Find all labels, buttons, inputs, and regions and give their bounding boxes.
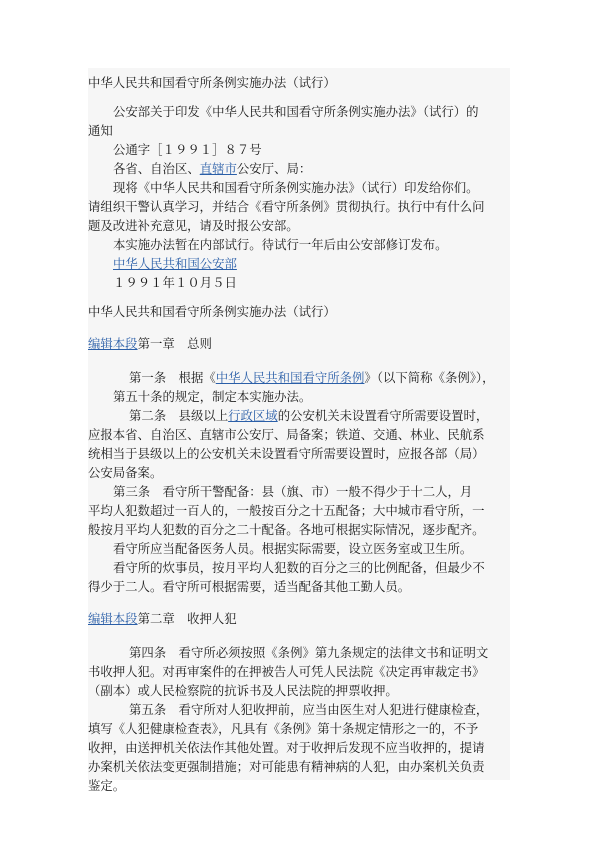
notice-body-line1: 现将《中华人民共和国看守所条例实施办法》（试行）印发给你们。 bbox=[113, 180, 479, 195]
notice-body-line4: 本实施办法暂在内部试行。待试行一年后由公安部修订发布。 bbox=[113, 237, 448, 252]
notice-body-line3: 题及改进补充意见，请及时报公安部。 bbox=[88, 218, 299, 233]
notice-date: １９９１年１０月５日 bbox=[113, 275, 237, 290]
article2-line3: 统相当于县级以上的公安机关未设置看守所需要设置时，应报各部（局） bbox=[88, 446, 485, 461]
notice-addressee bbox=[113, 159, 311, 178]
article1-line1 bbox=[129, 368, 495, 387]
article3-line1: 第三条 看守所干警配备：县（旗、市）一般不得少于十二人，月 bbox=[113, 484, 473, 499]
doc-title: 中华人民共和国看守所条例实施办法（试行） bbox=[88, 75, 336, 90]
article1-line2: 第五十条的规定，制定本实施办法。 bbox=[113, 389, 312, 404]
notice-doc-number: 公通字［１９９１］８７号 bbox=[113, 142, 262, 157]
a2-post: 的公安机关未设置看守所需要设置时， bbox=[277, 408, 489, 423]
addressee-prefix: 各省、自治区、 bbox=[113, 161, 200, 176]
chapter1-title: 第一章 总则 bbox=[137, 336, 212, 351]
a2-pre: 第二条 县级以上 bbox=[129, 408, 229, 423]
article5-line2: 填写《人犯健康检查表》，凡具有《条例》第十条规定情形之一的，不予 bbox=[88, 721, 479, 736]
a1-pre: 第一条 根据《 bbox=[129, 370, 216, 385]
link-regulations[interactable]: 中华人民共和国看守所条例 bbox=[215, 370, 365, 385]
chapter1-heading bbox=[88, 334, 212, 353]
notice-body-line2: 请组织干警认真学习，并结合《看守所条例》贯彻执行。执行中有什么问 bbox=[88, 199, 485, 214]
link-issuer[interactable]: 中华人民共和国公安部 bbox=[113, 256, 237, 271]
notice-title-line1: 公安部关于印发《中华人民共和国看守所条例实施办法》（试行）的 bbox=[113, 104, 479, 119]
article4-line2: 书收押人犯。对再审案件的在押被告人可凭人民法院《决定再审裁定书》 bbox=[88, 664, 485, 679]
edit-section-link[interactable]: 编辑本段 bbox=[88, 611, 138, 626]
chapter2-title: 第二章 收押人犯 bbox=[137, 611, 237, 626]
article3-line3: 般按月平均人犯数的百分之二十配备。各地可根据实际情况，逐步配齐。 bbox=[88, 522, 485, 537]
article2-line1 bbox=[129, 406, 488, 425]
article5-line3: 收押，由送押机关依法作其他处置。对于收押后发现不应当收押的，提请 bbox=[88, 740, 485, 755]
article3-line2: 平均人犯数超过一百人的，一般按百分之十五配备；大中城市看守所，一 bbox=[88, 503, 485, 518]
addressee-suffix: 公安厅、局： bbox=[236, 161, 312, 176]
repeat-title: 中华人民共和国看守所条例实施办法（试行） bbox=[88, 304, 336, 319]
link-admin-region[interactable]: 行政区域 bbox=[228, 408, 278, 423]
article5-line5: 鉴定。 bbox=[88, 778, 126, 793]
chapter2-heading bbox=[88, 609, 237, 628]
article2-line2: 应报本省、自治区、直辖市公安厅、局备案；铁道、交通、林业、民航系 bbox=[88, 427, 485, 442]
article3-line5: 看守所的炊事员，按月平均人犯数的百分之三的比例配备，但最少不 bbox=[113, 560, 485, 575]
article3-line6: 得少于二人。看守所可根据需要，适当配备其他工勤人员。 bbox=[88, 579, 411, 594]
edit-section-link[interactable]: 编辑本段 bbox=[88, 336, 138, 351]
notice-title-line2: 通知 bbox=[88, 123, 113, 138]
link-zhixiashi[interactable]: 直辖市 bbox=[199, 161, 237, 176]
article4-line1: 第四条 看守所必须按照《条例》第九条规定的法律文书和证明文 bbox=[129, 645, 489, 660]
a1-post: 》（以下简称《条例》）， bbox=[364, 370, 495, 385]
article2-line4: 公安局备案。 bbox=[88, 465, 163, 480]
article4-line3: （副本）或人民检察院的抗诉书及人民法院的押票收押。 bbox=[88, 683, 398, 698]
article3-line4: 看守所应当配备医务人员。根据实际需要，设立医务室或卫生所。 bbox=[113, 541, 473, 556]
article5-line4: 办案机关依法变更强制措施；对可能患有精神病的人犯，由办案机关负责 bbox=[88, 759, 485, 774]
article5-line1: 第五条 看守所对人犯收押前，应当由医生对人犯进行健康检查， bbox=[129, 702, 489, 717]
